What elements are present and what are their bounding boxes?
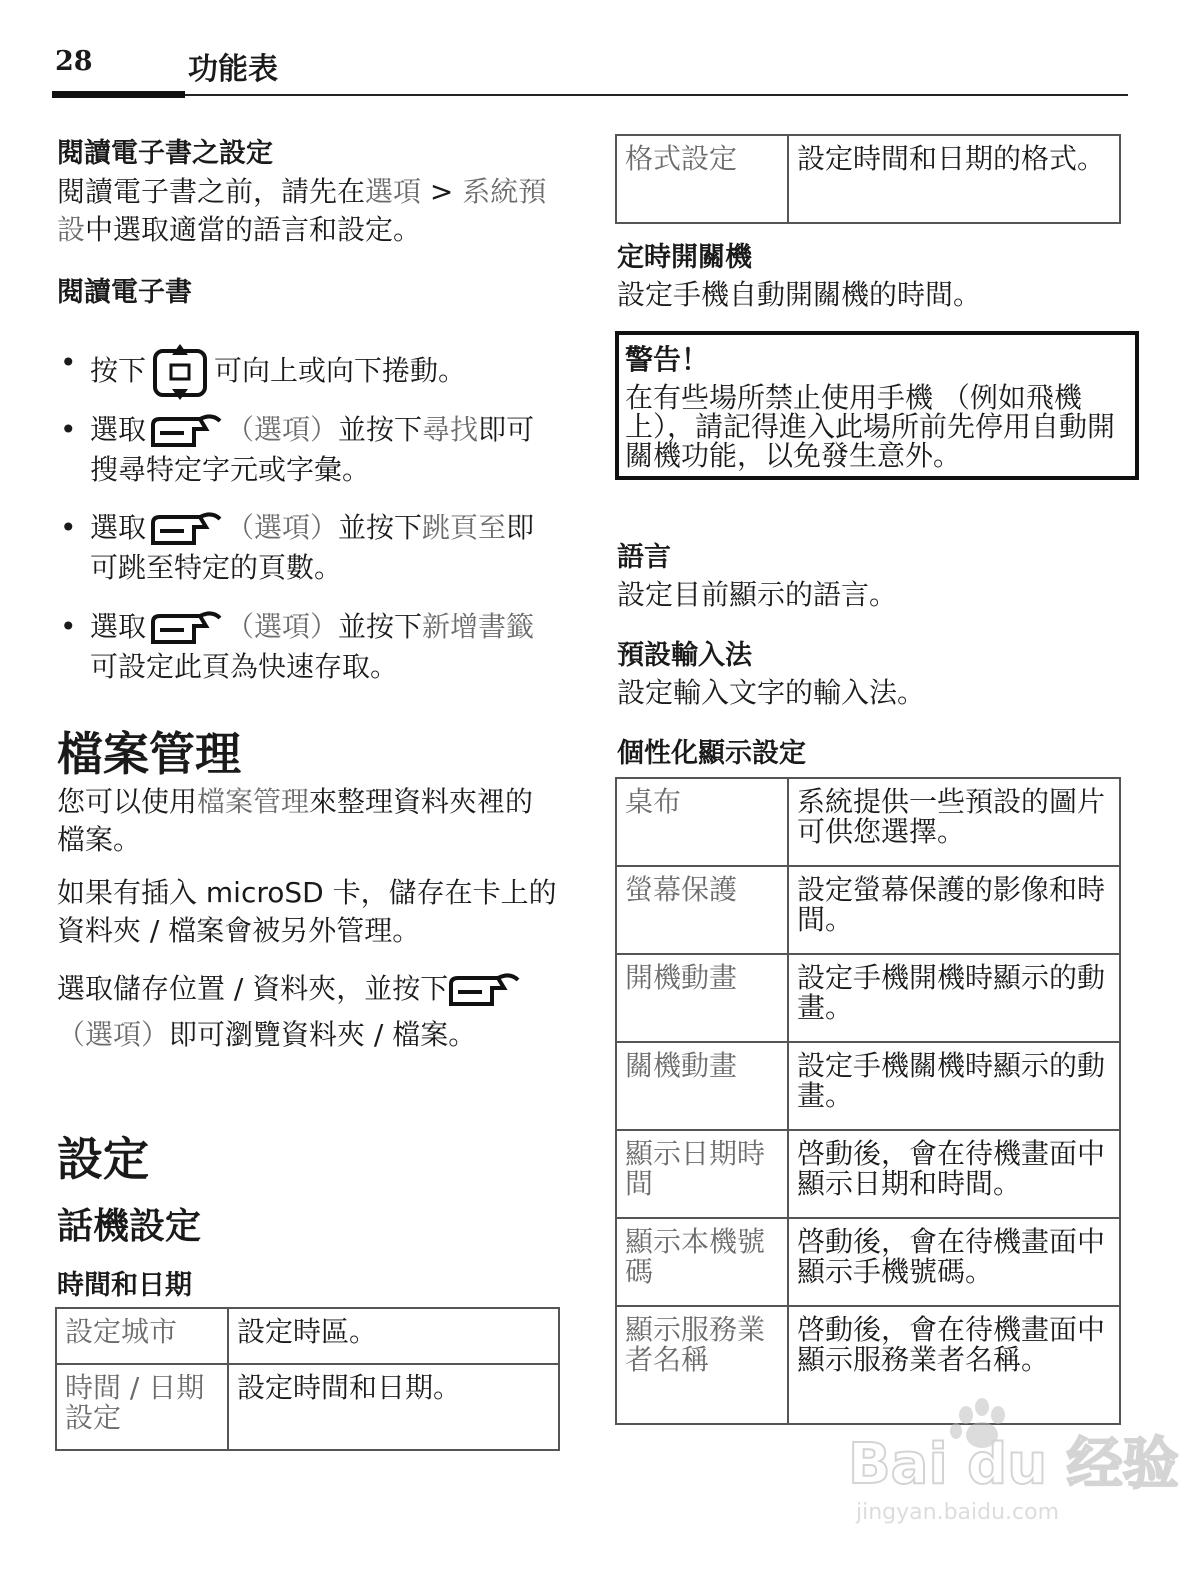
bullet-goto-page: • 選取 （選項）並按下跳頁至即可跳至特定的頁數。 [60,511,535,584]
link-options: 選項 [365,175,422,208]
table-row [56,1364,559,1450]
bullet-find: • 選取 （選項）並按下尋找即可搜尋特定字元或字彙。 [60,413,535,486]
table-key: 顯示本機號碼 [616,1218,788,1306]
baidu-watermark-logo [846,1395,1179,1535]
ebook-settings-heading: 閱讀電子書之設定 [57,138,273,169]
warning-box [615,331,1139,480]
table-value: 系統提供一些預設的圖片可供您選擇。 [788,778,1120,866]
table-row [616,866,1120,954]
table-value: 設定時間和日期的格式。 [788,135,1120,223]
table-key: 設定城市 [56,1308,228,1364]
header-rule-accent [52,91,185,98]
table-key: 螢幕保護 [616,866,788,954]
ebook-settings-text: 閱讀電子書之前，請先在選項 > 系統預設中選取適當的語言和設定。 [57,175,547,246]
table-row [616,954,1120,1042]
table-value: 設定手機關機時顯示的動畫。 [788,1042,1120,1130]
browse-text: 選取儲存位置 / 資料夾，並按下（選項）即可瀏覽資料夾 / 檔案。 [57,966,547,1058]
timer-heading: 定時開關機 [617,242,752,273]
table-value: 設定時間和日期。 [228,1364,559,1450]
display-settings-table [615,777,1121,1425]
time-date-heading: 時間和日期 [57,1270,192,1301]
warning-text: 在有些場所禁止使用手機 （例如飛機上），請記得進入此場所前先停用自動開關機功能，以免發生意外。 [625,381,1116,472]
page-number: 28 [55,46,93,77]
table-value: 啓動後，會在待機畫面中顯示日期和時間。 [788,1130,1120,1218]
phone-settings-heading: 話機設定 [57,1206,202,1247]
display-settings-heading: 個性化顯示設定 [617,738,806,769]
language-text: 設定目前顯示的語言。 [617,578,898,611]
link-system-presets: 系統預設 [57,175,547,246]
table-row [616,1218,1120,1306]
read-ebook-heading: 閱讀電子書 [57,277,192,308]
table-value: 啓動後，會在待機畫面中顯示手機號碼。 [788,1218,1120,1306]
microsd-text: 如果有插入 microSD 卡，儲存在卡上的資料夾 / 檔案會被另外管理。 [57,876,557,947]
settings-heading: 設定 [57,1132,149,1186]
timer-text: 設定手機自動開關機的時間。 [617,278,982,311]
table-row [616,778,1120,866]
file-manager-intro: 您可以使用檔案管理來整理資料夾裡的檔案。 [57,785,534,856]
watermark-logo-text: Bai du 经验 [848,1432,1179,1497]
left-softkey-icon [150,513,222,545]
time-date-table [55,1307,560,1451]
table-key: 顯示服務業者名稱 [616,1306,788,1424]
chapter-title: 功能表 [188,52,278,87]
table-key: 開機動畫 [616,954,788,1042]
table-key: 格式設定 [616,135,788,223]
table-value: 設定螢幕保護的影像和時間。 [788,866,1120,954]
navigation-key-icon [152,343,208,401]
file-manager-heading: 檔案管理 [57,727,241,781]
language-heading: 語言 [617,542,671,573]
table-row [56,1308,559,1364]
bullet-scroll: • 按下 可向上或向下捲動。 [90,343,560,401]
table-row [616,1042,1120,1130]
input-method-heading: 預設輸入法 [617,640,752,671]
table-key: 時間 / 日期設定 [56,1364,228,1450]
format-table [615,134,1121,224]
warning-title: 警告！ [625,343,710,376]
table-row [616,135,1120,223]
table-key: 關機動畫 [616,1042,788,1130]
bullet-bookmark: • 選取 （選項）並按下新增書籤可設定此頁為快速存取。 [60,610,535,683]
table-value: 設定手機開機時顯示的動畫。 [788,954,1120,1042]
left-softkey-icon [448,974,520,1006]
input-method-text: 設定輸入文字的輸入法。 [617,676,926,709]
header-rule [52,94,1128,96]
watermark-url: jingyan.baidu.com [856,1500,1060,1525]
table-value: 設定時區。 [228,1308,559,1364]
left-softkey-icon [150,415,222,447]
table-key: 桌布 [616,778,788,866]
table-value: 啓動後，會在待機畫面中顯示服務業者名稱。 [788,1306,1120,1424]
table-key: 顯示日期時間 [616,1130,788,1218]
table-row [616,1130,1120,1218]
left-softkey-icon [150,612,222,644]
